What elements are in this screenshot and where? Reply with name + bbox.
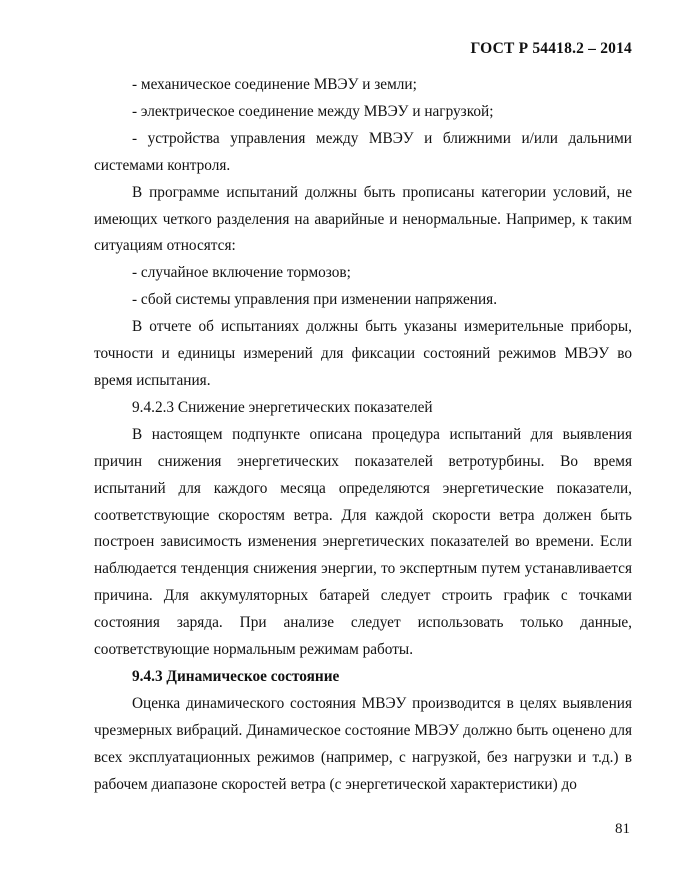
- list-item-control-failure: - сбой системы управления при изменении напряжения.: [132, 291, 498, 309]
- list-item-electrical-connection: - электрическое соединение между МВЭУ и нагрузкой;: [132, 102, 494, 120]
- paragraph-test-program: В программе испытаний должны быть прописаны категории условий, не имеющих четкого разделения на аварийные и ненормальные. Например, к таким ситуациям относятся:: [94, 183, 632, 255]
- paragraph-energy-reduction: В настоящем подпункте описана процедура испытаний для выявления причин снижения энергетических показателей ветротурбины. Во время испытаний для каждого месяца определяются энергетические показатели, соответствующие скоростям ветра. Для каждой скорости ветра должен быть построен зависимость изменения энергетических показателей во времени. Если наблюдается тенденция снижения энергии, то экспертным путем устанавливается причина. Для аккумуляторных батарей следует строить график с точками состояния заряда. При анализе следует использовать только данные, соответствующие нормальным режимам работы.: [94, 425, 632, 659]
- section-heading: 9.4.3 Динамическое состояние: [132, 667, 340, 685]
- paragraph-test-report: В отчете об испытаниях должны быть указаны измерительные приборы, точности и единицы измерений для фиксации состояний режимов МВЭУ во время испытания.: [94, 318, 632, 389]
- page-number: 81: [615, 821, 630, 837]
- document-header: ГОСТ Р 54418.2 – 2014: [470, 40, 632, 57]
- document-body: [94, 72, 632, 798]
- list-item-control-devices: - устройства управления между МВЭУ и ближними и/или дальними системами контроля.: [94, 129, 632, 174]
- list-item-brakes: - случайное включение тормозов;: [132, 264, 351, 282]
- paragraph-dynamic-state: Оценка динамического состояния МВЭУ производится в целях выявления чрезмерных вибраций. Динамическое состояние МВЭУ должно быть оценено для всех эксплуатационных режимов (например, с нагрузкой, без нагрузки и т.д.) в рабочем диапазоне скоростей ветра (с энергетической характеристики) до: [94, 694, 632, 793]
- list-item-mechanical-connection: - механическое соединение МВЭУ и земли;: [132, 76, 417, 93]
- subsection-heading: 9.4.2.3 Снижение энергетических показателей: [132, 398, 433, 416]
